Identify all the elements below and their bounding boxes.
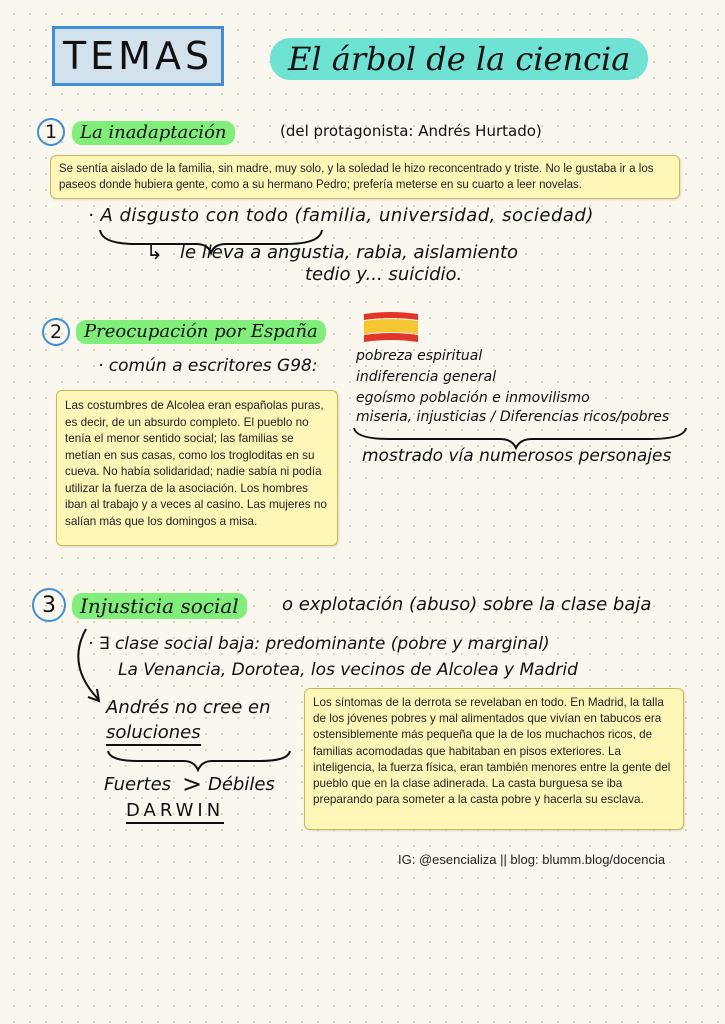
temas-label: TEMAS bbox=[52, 26, 224, 86]
section-3-bullet: · ∃ clase social baja: predominante (pobre y marginal) bbox=[88, 634, 550, 654]
section-3-darwin: DARWIN bbox=[126, 800, 224, 824]
page-title: El árbol de la ciencia bbox=[270, 38, 648, 80]
section-2-item-3: egoísmo población e inmovilismo bbox=[356, 390, 590, 406]
quote-note-2: Las costumbres de Alcolea eran españolas puras, es decir, de un absurdo completo. El pueblo no tenía el menor sentido social; las familias se metían en sus casas, como los trogloditas en su cueva. No había solidaridad; nadie sabía ni podía utilizar la fuerza de la asociación. Los hombres iban al trabajo y a veces al casino. Las mujeres no salían más que los domingos a misa. bbox=[56, 390, 338, 546]
section-3-number: 3 bbox=[32, 588, 66, 622]
section-2-item-2: indiferencia general bbox=[356, 369, 497, 385]
section-2-number: 2 bbox=[42, 318, 70, 346]
section-3-gt: > bbox=[182, 770, 203, 798]
section-3-andres-2: soluciones bbox=[106, 722, 201, 746]
section-1-consequence: le lleva a angustia, rabia, aislamiento bbox=[180, 242, 519, 263]
quote-note-3: Los síntomas de la derrota se revelaban en todo. En Madrid, la talla de los jóvenes pobres y mal alimentados que vivían en tabucos era ostensiblemente más pequeña que la de los muchachos ricos, de familias acomodadas que habitaban en pisos exteriores. La inteligencia, la fuerza física, eran también menores entre la gente del pueblo que en la clase adinerada. La casta burguesa se iba preparando para someter a la casta pobre y hacerla su esclava. bbox=[304, 688, 684, 830]
section-3-andres-1: Andrés no cree en bbox=[106, 697, 271, 718]
section-2-shown: mostrado vía numerosos personajes bbox=[362, 446, 672, 466]
spain-flag-icon bbox=[362, 310, 420, 346]
section-3-fuertes: Fuertes bbox=[104, 774, 172, 795]
section-3-names: La Venancia, Dorotea, los vecinos de Alcolea y Madrid bbox=[118, 660, 578, 680]
section-3-heading: Injusticia social bbox=[72, 593, 247, 619]
section-3-heading-rest: o explotación (abuso) sobre la clase baja bbox=[282, 594, 652, 615]
section-2-item-4: miseria, injusticias / Diferencias ricos/pobres bbox=[356, 409, 670, 425]
section-2-heading: Preocupación por España bbox=[76, 320, 326, 344]
section-1-subheading: (del protagonista: Andrés Hurtado) bbox=[280, 122, 542, 140]
section-2-bullet: · común a escritores G98: bbox=[98, 356, 318, 376]
section-1-bullet: · A disgusto con todo (familia, universidad, sociedad) bbox=[88, 205, 594, 226]
section-1-heading: La inadaptación bbox=[72, 121, 235, 145]
quote-note-1: Se sentía aislado de la familia, sin madre, muy solo, y la soledad le hizo reconcentrado y triste. No le gustaba ir a los paseos donde hubiera gente, como a su hermano Pedro; prefería meterse en su cuarto a leer novelas. bbox=[50, 155, 680, 199]
arrow-icon: ↳ bbox=[146, 240, 163, 264]
curved-arrow-icon bbox=[64, 625, 112, 707]
section-2-item-1: pobreza espiritual bbox=[356, 348, 483, 364]
section-1-number: 1 bbox=[37, 118, 65, 146]
section-1-consequence-2: tedio y... suicidio. bbox=[305, 264, 463, 285]
section-3-debiles: Débiles bbox=[208, 774, 275, 795]
footer-credits: IG: @esencializa || blog: blumm.blog/docencia bbox=[398, 852, 666, 867]
